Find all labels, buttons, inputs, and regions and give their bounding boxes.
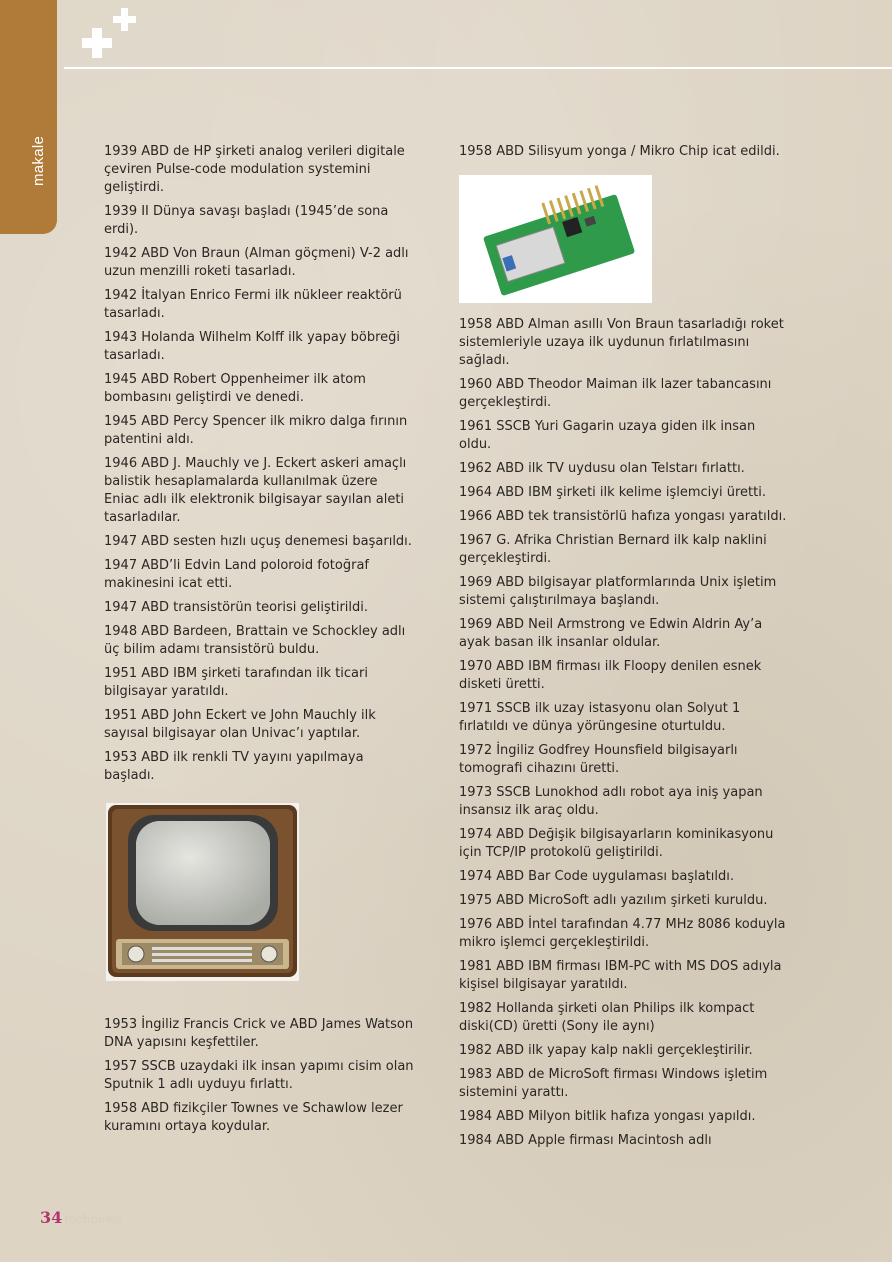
timeline-entry: 1947 ABD sesten hızlı uçuş denemesi başarıldı. bbox=[104, 534, 412, 549]
timeline-entry: 1971 SSCB ilk uzay istasyonu olan Solyut 1 fırlatıldı ve dünya yörüngesine oturtuldu. bbox=[459, 701, 741, 734]
magazine-name: technews bbox=[64, 1212, 122, 1226]
timeline-entry: 1957 SSCB uzaydaki ilk insan yapımı cisim olan Sputnik 1 adlı uyduyu fırlattı. bbox=[104, 1059, 414, 1092]
left-column bbox=[104, 143, 416, 1142]
issue-year: 2015 bbox=[803, 1212, 834, 1226]
header-divider bbox=[64, 67, 892, 69]
timeline-entry: 1982 ABD ilk yapay kalp nakli gerçekleştirilir. bbox=[459, 1043, 753, 1058]
timeline-entry: 1982 Hollanda şirketi olan Philips ilk kompact diski(CD) üretti (Sony ile aynı) bbox=[459, 1001, 755, 1034]
timeline-entry: 1984 ABD Milyon bitlik hafıza yongası yapıldı. bbox=[459, 1109, 756, 1124]
timeline-entry: 1962 ABD ilk TV uydusu olan Telstarı fırlattı. bbox=[459, 461, 745, 476]
timeline-entry: 1981 ABD IBM firması IBM-PC with MS DOS adıyla kişisel bilgisayar yaratıldı. bbox=[459, 959, 782, 992]
timeline-entry: 1958 ABD Alman asıllı Von Braun tasarladığı roket sistemleriyle uzaya ilk uydunun fırlatılmasını sağladı. bbox=[459, 317, 784, 368]
timeline-entry: 1983 ABD de MicroSoft firması Windows işletim sistemini yarattı. bbox=[459, 1067, 768, 1100]
timeline-entry: 1947 ABD transistörün teorisi geliştirildi. bbox=[104, 600, 369, 615]
timeline-entry: 1958 ABD fizikçiler Townes ve Schawlow lezer kuramını ortaya koydular. bbox=[104, 1101, 403, 1134]
page-number: 34 bbox=[40, 1208, 63, 1227]
timeline-entry: 1974 ABD Değişik bilgisayarların kominikasyonu için TCP/IP protokolü geliştirildi. bbox=[459, 827, 774, 860]
timeline-entry: 1969 ABD Neil Armstrong ve Edwin Aldrin Ay’a ayak basan ilk insanlar oldular. bbox=[459, 617, 763, 650]
timeline-entry: 1947 ABD’li Edvin Land poloroid fotoğraf makinesini icat etti. bbox=[104, 558, 370, 591]
timeline-list-left-continued bbox=[104, 1016, 416, 1136]
section-tab bbox=[0, 0, 57, 234]
timeline-entry: 1970 ABD IBM firması ilk Floopy denilen esnek disketi üretti. bbox=[459, 659, 762, 692]
timeline-entry: 1966 ABD tek transistörlü hafıza yongası yaratıldı. bbox=[459, 509, 787, 524]
timeline-entry: 1942 İtalyan Enrico Fermi ilk nükleer reaktörü tasarladı. bbox=[104, 288, 402, 321]
timeline-entry: 1972 İngiliz Godfrey Hounsfield bilgisayarlı tomografi cihazını üretti. bbox=[459, 743, 738, 776]
timeline-list-right-top bbox=[459, 143, 789, 161]
plus-logo-icon bbox=[80, 8, 144, 60]
timeline-entry: 1984 ABD Apple firması Macintosh adlı bbox=[459, 1133, 712, 1148]
timeline-entry: 1945 ABD Percy Spencer ilk mikro dalga fırının patentini aldı. bbox=[104, 414, 408, 447]
timeline-entry: 1951 ABD IBM şirketi tarafından ilk ticari bilgisayar yaratıldı. bbox=[104, 666, 368, 699]
timeline-entry: 1953 İngiliz Francis Crick ve ABD James Watson DNA yapısını keşfettiler. bbox=[104, 1017, 414, 1050]
timeline-entry: 1946 ABD J. Mauchly ve J. Eckert askeri amaçlı balistik hesaplamalarda kullanılmak üzere Eniac adlı ilk elektronik bilgisayar sayılan aleti tasarladılar. bbox=[104, 456, 407, 525]
timeline-entry: 1967 G. Afrika Christian Bernard ilk kalp naklini gerçekleştirdi. bbox=[459, 533, 767, 566]
timeline-entry: 1939 ABD de HP şirketi analog verileri digitale çeviren Pulse-code modulation systemini geliştirdi. bbox=[104, 144, 405, 195]
timeline-entry: 1975 ABD MicroSoft adlı yazılım şirketi kuruldu. bbox=[459, 893, 768, 908]
vintage-tv-image bbox=[106, 803, 299, 981]
timeline-entry: 1964 ABD IBM şirketi ilk kelime işlemciyi üretti. bbox=[459, 485, 766, 500]
timeline-entry: 1958 ABD Silisyum yonga / Mikro Chip icat edildi. bbox=[459, 144, 780, 159]
section-tab-label: makale bbox=[30, 135, 47, 186]
timeline-entry: 1961 SSCB Yuri Gagarin uzaya giden ilk insan oldu. bbox=[459, 419, 756, 452]
timeline-entry: 1948 ABD Bardeen, Brattain ve Schockley adlı üç bilim adamı transistörü buldu. bbox=[104, 624, 406, 657]
timeline-entry: 1953 ABD ilk renkli TV yayını yapılmaya başladı. bbox=[104, 750, 364, 783]
timeline-entry: 1945 ABD Robert Oppenheimer ilk atom bombasını geliştirdi ve denedi. bbox=[104, 372, 366, 405]
timeline-entry: 1974 ABD Bar Code uygulaması başlatıldı. bbox=[459, 869, 734, 884]
microchip-board-image bbox=[459, 175, 652, 303]
timeline-entry: 1969 ABD bilgisayar platformlarında Unix işletim sistemi çalıştırılmaya başlandı. bbox=[459, 575, 777, 608]
timeline-list-left bbox=[104, 143, 416, 785]
timeline-entry: 1973 SSCB Lunokhod adlı robot aya iniş yapan insansız ilk araç oldu. bbox=[459, 785, 763, 818]
timeline-entry: 1942 ABD Von Braun (Alman göçmeni) V-2 adlı uzun menzilli roketi tasarladı. bbox=[104, 246, 409, 279]
timeline-entry: 1943 Holanda Wilhelm Kolff ilk yapay böbreği tasarladı. bbox=[104, 330, 401, 363]
timeline-entry: 1951 ABD John Eckert ve John Mauchly ilk sayısal bilgisayar olan Univac’ı yaptılar. bbox=[104, 708, 376, 741]
right-column bbox=[459, 143, 789, 1156]
timeline-entry: 1976 ABD İntel tarafından 4.77 MHz 8086 koduyla mikro işlemci gerçekleştirildi. bbox=[459, 917, 786, 950]
timeline-list-right bbox=[459, 316, 789, 1150]
timeline-entry: 1960 ABD Theodor Maiman ilk lazer tabancasını gerçekleştirdi. bbox=[459, 377, 772, 410]
timeline-entry: 1939 II Dünya savaşı başladı (1945’de sona erdi). bbox=[104, 204, 389, 237]
